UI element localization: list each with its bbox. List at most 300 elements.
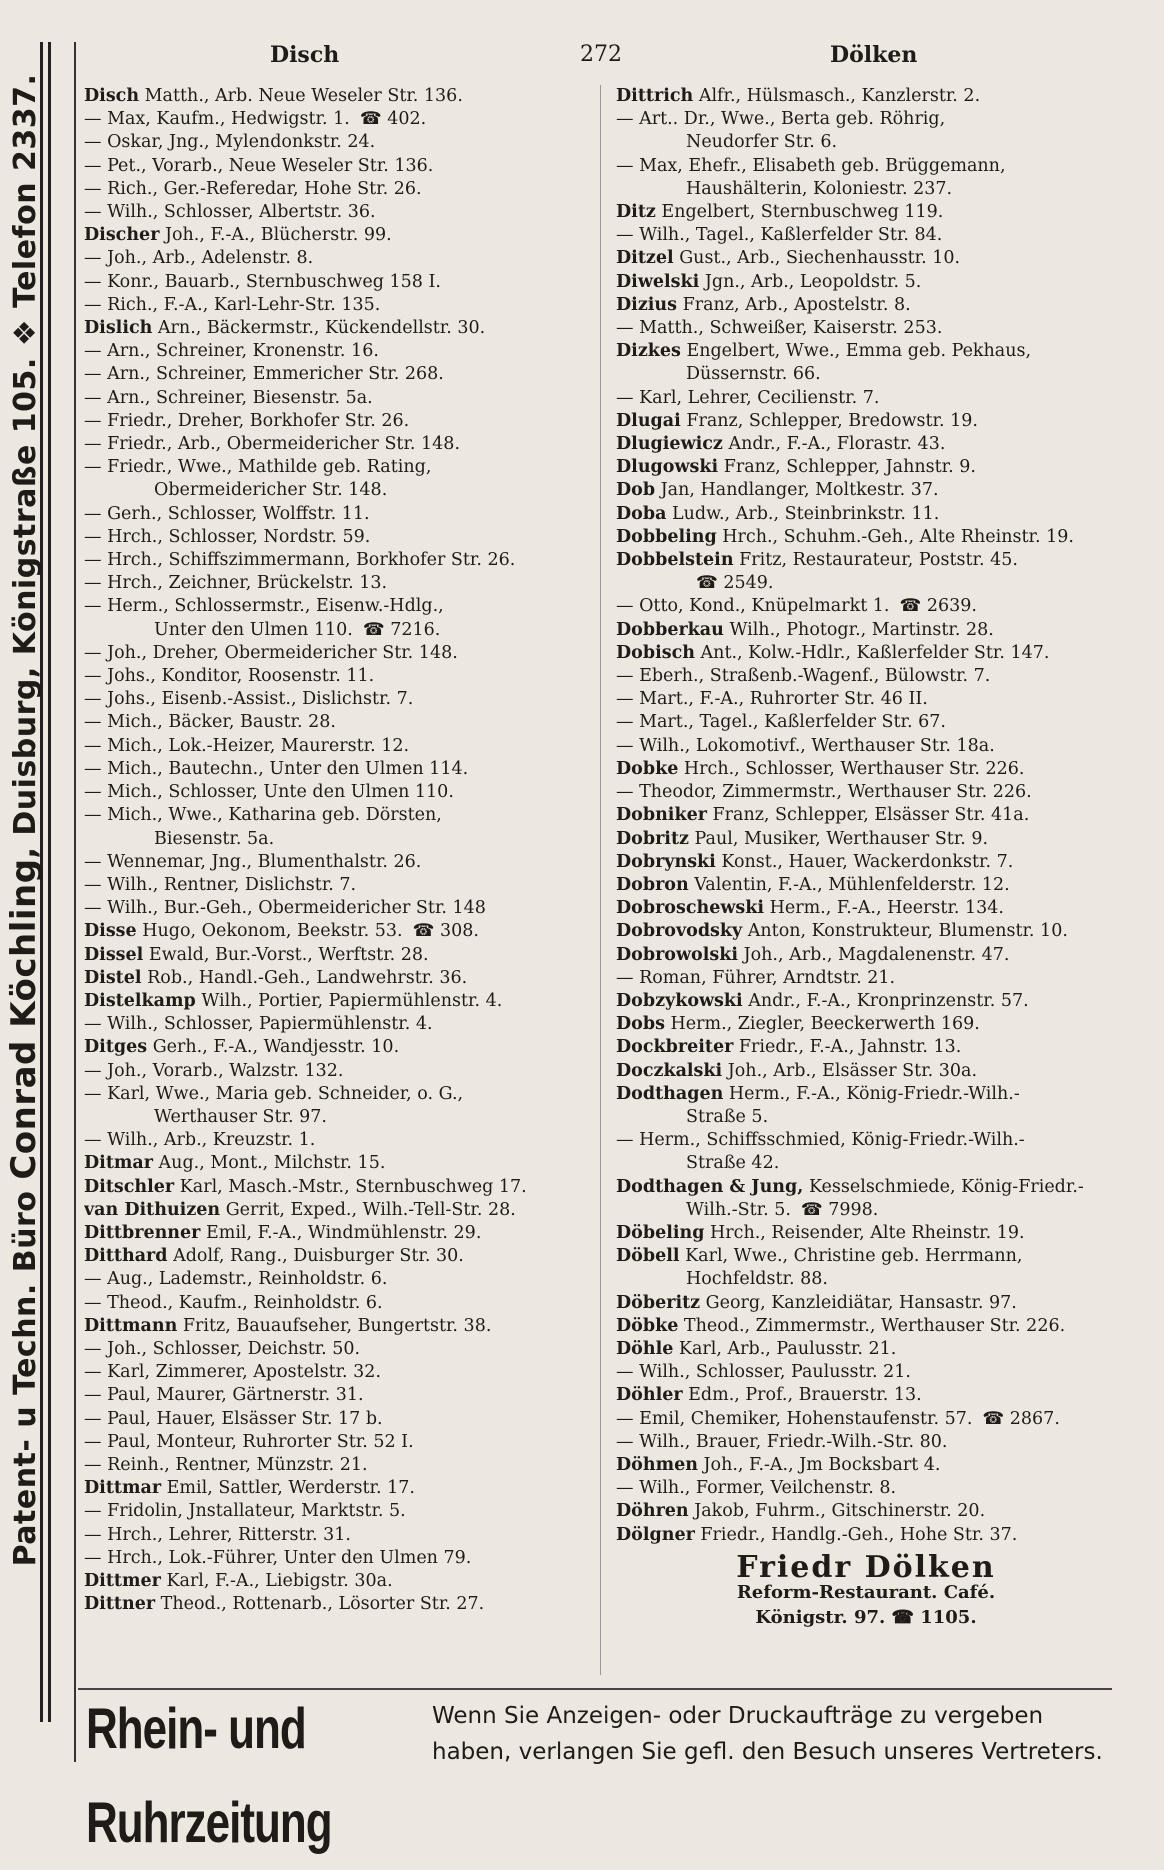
entry-text: — Roman, Führer, Arndtstr. 21. [616, 967, 896, 988]
entry-text: Fritz, Restaurateur, Poststr. 45. [733, 550, 1018, 571]
entry-surname: Disse [84, 921, 137, 942]
directory-entry-continuation [84, 619, 594, 642]
directory-entry [84, 1384, 594, 1407]
entry-text: Straße 42. [686, 1153, 780, 1174]
entry-text: — Joh., Vorarb., Walzstr. 132. [84, 1060, 344, 1081]
entry-surname: Dobbeling [616, 526, 717, 547]
entry-text: — Johs., Konditor, Roosenstr. 11. [84, 666, 375, 687]
entry-surname: Dobs [616, 1014, 665, 1035]
entry-text: Aug., Mont., Milchstr. 15. [152, 1153, 386, 1174]
entry-text: Jgn., Arb., Leopoldstr. 5. [699, 271, 922, 292]
advert-address: Königstr. 97. ☎ 1105. [755, 1606, 977, 1628]
telephone-number: ☎ 2549. [696, 573, 774, 594]
entry-text: — Theod., Kaufm., Reinholdstr. 6. [84, 1292, 383, 1313]
entry-surname: Dlugowski [616, 457, 719, 478]
directory-entry [84, 433, 594, 456]
advert-tagline: Reform-Restaurant. Café. [736, 1581, 996, 1603]
entry-text: Ant., Kolw.-Hdlr., Kaßlerfelder Str. 147. [694, 642, 1050, 663]
entry-surname: Dittrich [616, 86, 694, 106]
entry-text: — Reinh., Rentner, Münzstr. 21. [84, 1454, 368, 1475]
entry-text: Herm., Ziegler, Beeckerwerth 169. [664, 1014, 980, 1035]
directory-entry [84, 410, 594, 433]
entry-text: — Fridolin, Jnstallateur, Marktstr. 5. [84, 1501, 406, 1522]
telephone-number: ☎ 7998. [800, 1199, 879, 1220]
entry-surname: Dobrowolski [616, 944, 738, 965]
directory-entry [616, 1129, 1116, 1152]
entry-text: Karl, Masch.-Mstr., Sternbuschweg 17. [174, 1176, 527, 1197]
entry-text: — Arn., Schreiner, Kronenstr. 16. [84, 341, 379, 362]
header-right-keyword: Dölken [830, 42, 918, 68]
directory-entry [616, 920, 1116, 943]
entry-surname: Dobrynski [616, 851, 716, 872]
entry-text: — Mich., Schlosser, Unte den Ulmen 110. [84, 782, 454, 803]
entry-text: — Aug., Lademstr., Reinholdstr. 6. [84, 1269, 388, 1290]
telephone-number: ☎ 2639. [899, 596, 977, 617]
restaurant-advert [616, 1549, 1116, 1630]
entry-text: Wilh., Photogr., Martinstr. 28. [723, 619, 994, 640]
directory-entry [616, 688, 1116, 711]
directory-entry [84, 1570, 594, 1593]
page-header [90, 42, 1100, 72]
directory-entry [616, 1477, 1116, 1500]
entry-surname: Ditmar [84, 1153, 153, 1174]
entry-text: — Mart., Tagel., Kaßlerfelder Str. 67. [616, 712, 946, 733]
entry-text: Valentin, F.-A., Mühlenfelderstr. 12. [688, 874, 1010, 895]
directory-entry-continuation [616, 1268, 1116, 1291]
directory-entry-continuation [616, 1199, 1116, 1222]
entry-surname: Dobroschewski [616, 898, 765, 919]
entry-text: — Joh., Schlosser, Deichstr. 50. [84, 1338, 361, 1359]
directory-entry [84, 735, 594, 758]
entry-text: Franz, Schlepper, Elsässer Str. 41a. [706, 805, 1030, 826]
directory-entry [84, 1338, 594, 1361]
directory-entry [84, 804, 594, 827]
entry-surname: Dissel [84, 944, 144, 965]
directory-entry [616, 897, 1116, 920]
entry-text: Emil, Sattler, Werderstr. 17. [161, 1478, 415, 1499]
entry-text: — Oskar, Jng., Mylendonkstr. 24. [84, 132, 376, 153]
entry-text: — Wilh., Former, Veilchenstr. 8. [616, 1478, 897, 1499]
entry-text: Georg, Kanzleidiätar, Hansastr. 97. [700, 1292, 1017, 1313]
entry-surname: Dobzykowski [616, 990, 743, 1011]
entry-text: — Karl, Wwe., Maria geb. Schneider, o. G., [84, 1083, 464, 1104]
advert-name: Friedr Dölken [736, 1549, 996, 1585]
directory-entry-continuation [84, 828, 594, 851]
entry-surname: Dlugiewicz [616, 434, 723, 455]
entry-text: Unter den Ulmen 110. [154, 619, 353, 640]
directory-entry [616, 1524, 1116, 1547]
entry-text: — Otto, Kond., Knüpelmarkt 1. [616, 596, 890, 617]
directory-entry [84, 317, 594, 340]
entry-text: — Wilh., Schlosser, Paulusstr. 21. [616, 1362, 911, 1383]
entry-text: Andr., F.-A., Florastr. 43. [722, 434, 946, 455]
entry-text: Düssernstr. 66. [686, 364, 821, 385]
entry-surname: Dobritz [616, 828, 689, 849]
entry-text: — Joh., Dreher, Obermeidericher Str. 148. [84, 642, 458, 663]
entry-text: — Paul, Monteur, Ruhrorter Str. 52 I. [84, 1431, 414, 1452]
directory-entry [616, 642, 1116, 665]
directory-entry [84, 1315, 594, 1338]
entry-text: Joh., Arb., Elsässer Str. 30a. [722, 1060, 978, 1081]
directory-entry [84, 1060, 594, 1083]
entry-surname: Dobisch [616, 642, 695, 663]
entry-text: — Karl, Zimmerer, Apostelstr. 32. [84, 1362, 382, 1383]
entry-surname: Döbeling [616, 1222, 705, 1243]
telephone-number: ☎ 308. [412, 921, 479, 942]
entry-text: Franz, Arb., Apostelstr. 8. [677, 294, 911, 315]
entry-text: — Rich., Ger.-Referedar, Hohe Str. 26. [84, 178, 422, 199]
directory-entry [84, 224, 594, 247]
directory-entry [616, 247, 1116, 270]
directory-entry [616, 781, 1116, 804]
directory-entry [616, 479, 1116, 502]
directory-entry [616, 1222, 1116, 1245]
entry-text: Jakob, Fuhrm., Gitschinerstr. 20. [688, 1501, 986, 1522]
directory-entry [84, 294, 594, 317]
entry-surname: Diwelski [616, 271, 700, 292]
directory-entry [616, 224, 1116, 247]
directory-entry [84, 1500, 594, 1523]
column-divider [600, 85, 601, 1675]
entry-text: — Herm., Schlossermstr., Eisenw.-Hdlg., [84, 596, 444, 617]
entry-text: — Mich., Bautechn., Unter den Ulmen 114. [84, 758, 469, 779]
entry-surname: Dölgner [616, 1524, 695, 1545]
directory-entry [616, 549, 1116, 572]
directory-entry [616, 944, 1116, 967]
entry-surname: Distel [84, 967, 142, 988]
entry-text: Hrch., Reisender, Alte Rheinstr. 19. [704, 1222, 1025, 1243]
entry-surname: Dobrovodsky [616, 921, 743, 942]
directory-entry [84, 247, 594, 270]
directory-entry [616, 155, 1116, 178]
directory-entry [616, 387, 1116, 410]
directory-entry-continuation [616, 363, 1116, 386]
directory-entry [616, 665, 1116, 688]
directory-entry [616, 201, 1116, 224]
entry-text: — Arn., Schreiner, Emmericher Str. 268. [84, 364, 444, 385]
entry-text: — Karl, Lehrer, Cecilienstr. 7. [616, 387, 880, 408]
directory-entry [84, 990, 594, 1013]
entry-text: — Wilh., Schlosser, Papiermühlenstr. 4. [84, 1014, 433, 1035]
directory-entry [616, 294, 1116, 317]
entry-text: Hochfeldstr. 88. [686, 1269, 828, 1290]
entry-surname: Dob [616, 480, 656, 501]
directory-entry [616, 1338, 1116, 1361]
directory-entry [84, 781, 594, 804]
entry-text: Theod., Rottenarb., Lösorter Str. 27. [155, 1594, 485, 1615]
entry-surname: Dizkes [616, 341, 681, 362]
entry-text: — Wilh., Bur.-Geh., Obermeidericher Str. 148 [84, 898, 486, 919]
directory-entry [616, 1315, 1116, 1338]
entry-text: — Mich., Bäcker, Baustr. 28. [84, 712, 336, 733]
entry-text: — Wilh., Arb., Kreuzstr. 1. [84, 1130, 316, 1151]
entry-text: Franz, Schlepper, Bredowstr. 19. [680, 410, 978, 431]
entry-text: — Wilh., Brauer, Friedr.-Wilh.-Str. 80. [616, 1431, 948, 1452]
directory-entry [84, 178, 594, 201]
entry-text: Matth., Arb. Neue Weseler Str. 136. [139, 86, 463, 106]
entry-text: Edm., Prof., Brauerstr. 13. [682, 1385, 922, 1406]
directory-entry [84, 1431, 594, 1454]
entry-surname: Ditz [616, 202, 656, 223]
directory-entry [84, 1524, 594, 1547]
directory-entry-continuation [616, 178, 1116, 201]
telephone-number: ☎ 2867. [982, 1408, 1060, 1429]
entry-surname: Dittmar [84, 1478, 162, 1499]
entry-text: Biesenstr. 5a. [154, 828, 275, 849]
entry-text: Adolf, Rang., Duisburger Str. 30. [167, 1246, 464, 1267]
entry-text: — Art.. Dr., Wwe., Berta geb. Röhrig, [616, 109, 946, 130]
directory-entry [616, 619, 1116, 642]
directory-entry-continuation [84, 479, 594, 502]
entry-text: — Wilh., Tagel., Kaßlerfelder Str. 84. [616, 225, 943, 246]
directory-entry [84, 1292, 594, 1315]
directory-entry [616, 990, 1116, 1013]
directory-entry [84, 271, 594, 294]
directory-entry [84, 920, 594, 943]
directory-entry [616, 1500, 1116, 1523]
directory-entry [616, 1292, 1116, 1315]
entry-text: Straße 5. [686, 1106, 769, 1127]
entry-text: Andr., F.-A., Kronprinzenstr. 57. [742, 990, 1029, 1011]
entry-text: Konst., Hauer, Wackerdonkstr. 7. [715, 851, 1014, 872]
entry-text: — Hrch., Schiffszimmermann, Borkhofer Str. 26. [84, 550, 516, 571]
entry-text: — Gerh., Schlosser, Wolffstr. 11. [84, 503, 370, 524]
entry-text: Theod., Zimmermstr., Werthauser Str. 226. [678, 1315, 1066, 1336]
directory-entry [84, 1408, 594, 1431]
directory-entry [616, 758, 1116, 781]
footer-notice-line2: haben, verlangen Sie gefl. den Besuch unseres Vertreters. [432, 1739, 1103, 1765]
sidebar-advert [0, 0, 72, 1828]
entry-text: — Konr., Bauarb., Sternbuschweg 158 I. [84, 271, 441, 292]
directory-entry [84, 1454, 594, 1477]
entry-text: — Friedr., Dreher, Borkhofer Str. 26. [84, 410, 410, 431]
directory-entry [616, 1384, 1116, 1407]
entry-text: Hugo, Oekonom, Beekstr. 53. [136, 921, 403, 942]
directory-entry [84, 1199, 594, 1222]
directory-entry-continuation [616, 131, 1116, 154]
entry-surname: Dobbelstein [616, 550, 734, 571]
entry-surname: Dittmann [84, 1315, 178, 1336]
entry-text: — Paul, Maurer, Gärtnerstr. 31. [84, 1385, 364, 1406]
entry-text: — Wilh., Rentner, Dislichstr. 7. [84, 874, 357, 895]
entry-text: — Rich., F.-A., Karl-Lehr-Str. 135. [84, 294, 381, 315]
entry-text: — Hrch., Lehrer, Ritterstr. 31. [84, 1524, 351, 1545]
entry-surname: Döberitz [616, 1292, 701, 1313]
directory-entry [84, 503, 594, 526]
entry-surname: Ditges [84, 1037, 148, 1058]
footer-notice [432, 1698, 1112, 1770]
entry-surname: Dobron [616, 874, 689, 895]
entry-text: — Wennemar, Jng., Blumenthalstr. 26. [84, 851, 422, 872]
entry-text: Herm., F.-A., Heerstr. 134. [764, 898, 1004, 919]
footer-notice-line1: Wenn Sie Anzeigen- oder Druckaufträge zu vergeben [432, 1703, 1044, 1729]
directory-entry [616, 108, 1116, 131]
directory-entry [616, 711, 1116, 734]
entry-surname: Dittbrenner [84, 1222, 201, 1243]
directory-entry [84, 851, 594, 874]
directory-entry [616, 1431, 1116, 1454]
entry-text: Joh., Arb., Magdalenenstr. 47. [738, 944, 1010, 965]
directory-entry [616, 735, 1116, 758]
entry-text: Hrch., Schlosser, Werthauser Str. 226. [678, 758, 1025, 779]
directory-entry [616, 1408, 1116, 1431]
page-number: 272 [580, 42, 622, 67]
directory-entry [84, 108, 594, 131]
directory-entry [84, 549, 594, 572]
entry-text: — Eberh., Straßenb.-Wagenf., Bülowstr. 7. [616, 666, 991, 687]
entry-text: — Hrch., Lok.-Führer, Unter den Ulmen 79. [84, 1547, 472, 1568]
directory-entry [84, 387, 594, 410]
entry-text: Rob., Handl.-Geh., Landwehrstr. 36. [141, 967, 468, 988]
entry-surname: Disch [84, 86, 140, 106]
footer-newspaper-logo: Rhein- und Ruhrzeitung [86, 1697, 332, 1855]
directory-entry [84, 363, 594, 386]
entry-surname: Dobniker [616, 805, 707, 826]
entry-text: — Friedr., Wwe., Mathilde geb. Rating, [84, 457, 432, 478]
entry-text: Ludw., Arb., Steinbrinkstr. 11. [666, 503, 940, 524]
entry-surname: Dlugai [616, 410, 681, 431]
sidebar-advert-text: Patent- u Techn. Büro Conrad Köchling, Duisburg, Königstraße 105. ❖ Telefon 2337. [4, 73, 44, 1567]
entry-text: — Herm., Schiffsschmied, König-Friedr.-Wilh.- [616, 1130, 1025, 1151]
entry-text: Werthauser Str. 97. [154, 1106, 327, 1127]
directory-entry [84, 340, 594, 363]
entry-surname: Discher [84, 225, 160, 246]
entry-text: Franz, Schlepper, Jahnstr. 9. [718, 457, 976, 478]
directory-entry [84, 1268, 594, 1291]
directory-entry [84, 665, 594, 688]
directory-entry [84, 1245, 594, 1268]
entry-text: Gerrit, Exped., Wilh.-Tell-Str. 28. [220, 1199, 516, 1220]
directory-entry [616, 595, 1116, 618]
entry-text: Hrch., Schuhm.-Geh., Alte Rheinstr. 19. [716, 526, 1074, 547]
entry-text: Paul, Musiker, Werthauser Str. 9. [688, 828, 989, 849]
entry-text: Karl, Wwe., Christine geb. Herrmann, [679, 1246, 1023, 1267]
entry-text: — Hrch., Zeichner, Brückelstr. 13. [84, 573, 388, 594]
directory-entry [84, 85, 594, 108]
directory-entry-continuation [84, 1106, 594, 1129]
directory-entry [84, 688, 594, 711]
entry-surname: Dobke [616, 758, 679, 779]
entry-surname: Döhle [616, 1338, 674, 1359]
entry-surname: Ditschler [84, 1176, 175, 1197]
entry-text: Anton, Konstrukteur, Blumenstr. 10. [742, 921, 1068, 942]
entry-text: Friedr., Handlg.-Geh., Hohe Str. 37. [694, 1524, 1018, 1545]
directory-entry [84, 1477, 594, 1500]
directory-entry [616, 340, 1116, 363]
entry-text: — Matth., Schweißer, Kaiserstr. 253. [616, 318, 943, 339]
directory-entry [616, 874, 1116, 897]
directory-entry [84, 711, 594, 734]
entry-surname: Doba [616, 503, 667, 524]
directory-entry [616, 503, 1116, 526]
entry-text: — Pet., Vorarb., Neue Weseler Str. 136. [84, 155, 434, 176]
entry-surname: Dockbreiter [616, 1037, 734, 1058]
directory-entry [84, 1036, 594, 1059]
entry-text: — Max, Ehefr., Elisabeth geb. Brüggemann, [616, 155, 1006, 176]
directory-entry [616, 828, 1116, 851]
entry-text: — Paul, Hauer, Elsässer Str. 17 b. [84, 1408, 383, 1429]
entry-text: Engelbert, Wwe., Emma geb. Pekhaus, [680, 341, 1032, 362]
right-column [616, 85, 1116, 1630]
entry-text: Emil, F.-A., Windmühlenstr. 29. [200, 1222, 482, 1243]
header-left-keyword: Disch [270, 42, 340, 68]
entry-text: — Emil, Chemiker, Hohenstaufenstr. 57. [616, 1408, 973, 1429]
entry-text: — Arn., Schreiner, Biesenstr. 5a. [84, 387, 373, 408]
directory-entry [84, 874, 594, 897]
directory-entry [616, 1013, 1116, 1036]
directory-entry [616, 967, 1116, 990]
directory-entry [84, 201, 594, 224]
directory-entry [84, 1222, 594, 1245]
entry-surname: Ditthard [84, 1246, 168, 1267]
entry-text: Herm., F.-A., König-Friedr.-Wilh.- [723, 1083, 1020, 1104]
directory-entry [616, 1036, 1116, 1059]
directory-entry-continuation [616, 1152, 1116, 1175]
directory-entry [616, 804, 1116, 827]
entry-surname: Dodthagen & Jung, [616, 1176, 804, 1197]
directory-entry [616, 317, 1116, 340]
entry-text: Neudorfer Str. 6. [686, 132, 838, 153]
entry-text: — Mich., Wwe., Katharina geb. Dörsten, [84, 805, 442, 826]
directory-entry [84, 1129, 594, 1152]
entry-text: — Max, Kaufm., Hedwigstr. 1. [84, 109, 350, 130]
directory-entry [84, 572, 594, 595]
entry-surname: Döhren [616, 1501, 689, 1522]
telephone-number: ☎ 402. [359, 109, 427, 130]
entry-text: Arn., Bäckermstr., Kückendellstr. 30. [152, 318, 486, 339]
directory-entry [616, 851, 1116, 874]
directory-entry [84, 595, 594, 618]
directory-entry [84, 131, 594, 154]
entry-text: — Johs., Eisenb.-Assist., Dislichstr. 7. [84, 689, 414, 710]
entry-text: Wilh.-Str. 5. [686, 1199, 791, 1220]
directory-entry [84, 1593, 594, 1616]
entry-surname: Ditzel [616, 248, 674, 269]
entry-text: — Friedr., Arb., Obermeidericher Str. 148. [84, 434, 461, 455]
directory-entry [84, 1013, 594, 1036]
directory-entry [616, 526, 1116, 549]
entry-surname: Dobberkau [616, 619, 724, 640]
entry-text: Kesselschmiede, König-Friedr.- [803, 1176, 1084, 1197]
entry-surname: Dittmer [84, 1571, 161, 1591]
directory-entry [84, 897, 594, 920]
directory-entry [616, 1245, 1116, 1268]
entry-text: Gust., Arb., Siechenhausstr. 10. [673, 248, 961, 269]
sidebar-rule [48, 42, 51, 1722]
entry-text: — Wilh., Schlosser, Albertstr. 36. [84, 202, 376, 223]
telephone-number: ☎ 7216. [362, 619, 441, 640]
entry-text: Joh., F.-A., Blücherstr. 99. [159, 225, 392, 246]
directory-entry [84, 1083, 594, 1106]
directory-entry [616, 410, 1116, 433]
directory-entry [616, 271, 1116, 294]
directory-entry [84, 155, 594, 178]
entry-text: Friedr., F.-A., Jahnstr. 13. [733, 1037, 962, 1058]
directory-entry [616, 1454, 1116, 1477]
directory-entry [616, 1361, 1116, 1384]
entry-text: Engelbert, Sternbuschweg 119. [655, 202, 944, 223]
entry-text: Wilh., Portier, Papiermühlenstr. 4. [195, 990, 503, 1011]
entry-surname: Döhler [616, 1385, 683, 1406]
entry-text: — Wilh., Lokomotivf., Werthauser Str. 18a. [616, 735, 995, 756]
entry-text: — Mart., F.-A., Ruhrorter Str. 46 II. [616, 689, 928, 710]
entry-text: Obermeidericher Str. 148. [154, 480, 388, 501]
directory-entry [616, 456, 1116, 479]
entry-text: — Joh., Arb., Adelenstr. 8. [84, 248, 314, 269]
directory-entry [84, 1176, 594, 1199]
entry-text: — Mich., Lok.-Heizer, Maurerstr. 12. [84, 735, 410, 756]
entry-surname: Dittner [84, 1594, 156, 1615]
